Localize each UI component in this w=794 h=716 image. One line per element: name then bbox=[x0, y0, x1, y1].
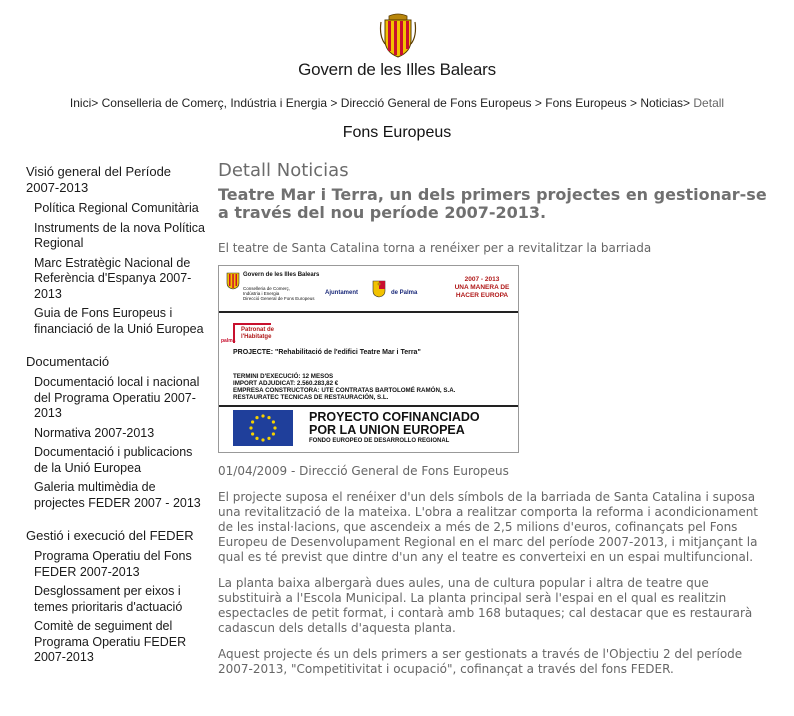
sidebar-group-vision bbox=[26, 164, 206, 337]
sidebar-item-galeria-multimedia[interactable]: Galeria multimèdia de projectes FEDER 2007 - 2013 bbox=[34, 480, 201, 510]
main-content bbox=[218, 160, 774, 677]
government-title: Govern de les Illes Balears bbox=[298, 60, 496, 79]
sign-import: IMPORT ADJUDICAT: 2.560.283,82 € bbox=[233, 380, 339, 387]
sign-projecte: PROJECTE: "Rehabilitació de l'edifici Teatre Mar i Terra" bbox=[233, 349, 421, 356]
palma-small-text: palma bbox=[221, 338, 236, 344]
sidebar-item-publicacions-ue[interactable]: Documentació i publicacions de la Unió Europea bbox=[34, 445, 193, 475]
cofinanciado-line-2: POR LA UNION EUROPEA bbox=[309, 423, 465, 437]
fondo-europeo: FONDO EUROPEO DE DESARROLLO REGIONAL bbox=[309, 438, 450, 444]
breadcrumb-item-inici[interactable]: Inici bbox=[69, 96, 92, 110]
sidebar-group-title: Gestió i execució del FEDER bbox=[26, 528, 194, 543]
news-paragraph: La planta baixa albergarà dues aules, una de cultura popular i altra de teatre que substituirà a l'Escola Municipal. La planta principal serà l'espai en el qual es realitzin espectacles de petit format, i contarà amb 168 butaques; cal destacar que es restaurarà cadascun dels detalls d'aquesta planta. bbox=[218, 576, 753, 635]
news-date-source: 01/04/2009 - Direcció General de Fons Europeus bbox=[218, 464, 509, 478]
sidebar-group-documentacio bbox=[26, 354, 206, 511]
sidebar-group-title: Documentació bbox=[26, 354, 110, 369]
breadcrumb-item-conselleria[interactable]: Conselleria de Comerç, Indústria i Energia bbox=[101, 96, 328, 110]
breadcrumb-current: Detall bbox=[693, 96, 725, 110]
sidebar-item-instruments[interactable]: Instruments de la nova Política Regional bbox=[34, 220, 205, 250]
sign-ajuntament-right: de Palma bbox=[391, 290, 418, 296]
page-title: Detall Noticias bbox=[218, 160, 349, 181]
sidebar-item-programa-operatiu[interactable]: Programa Operatiu del Fons FEDER 2007-2013 bbox=[34, 549, 192, 579]
sidebar-group-title: Visió general del Període 2007-2013 bbox=[26, 164, 172, 195]
sign-slogan-years: 2007 - 2013 bbox=[464, 276, 500, 283]
sign-empresa: EMPRESA CONSTRUCTORA: UTE CONTRATAS BARTOLOMÉ RAMÓN, S.A. bbox=[233, 387, 456, 394]
sidebar-item-comite-seguiment[interactable]: Comitè de seguiment del Programa Operatiu FEDER 2007-2013 bbox=[34, 619, 187, 664]
sidebar-item-documentacio-local[interactable]: Documentació local i nacional del Programa Operatiu 2007-2013 bbox=[34, 375, 200, 420]
sign-empresa-2: RESTAURATEC TECNICAS DE RESTAURACIÓN, S.L. bbox=[233, 394, 389, 401]
sidebar-item-desglossament[interactable]: Desglossament per eixos i temes prioritaris d'actuació bbox=[34, 584, 183, 614]
breadcrumb-item-direccio-general[interactable]: Direcció General de Fons Europeus bbox=[340, 96, 532, 110]
patronat-line-2: l'Habitatge bbox=[241, 334, 272, 340]
sidebar-group-gestio bbox=[26, 528, 206, 666]
sign-termini: TERMINI D'EXECUCIÓ: 12 MESOS bbox=[233, 373, 334, 380]
news-paragraph: Aquest projecte és un dels primers a ser gestionats a través de l'Objectiu 2 del període 2007-2013, "Competitivitat i ocupació", cofinançat a través del fons FEDER. bbox=[218, 647, 743, 676]
news-headline: Teatre Mar i Terra, un dels primers projectes en gestionar-se a través del nou període 2007-2013. bbox=[218, 185, 767, 222]
section-title: Fons Europeus bbox=[342, 124, 452, 141]
sidebar-item-politica-regional[interactable]: Política Regional Comunitària bbox=[34, 201, 199, 215]
sidebar-nav bbox=[26, 164, 206, 666]
site-header bbox=[0, 0, 794, 90]
eu-flag-icon bbox=[233, 410, 293, 446]
news-lead: El teatre de Santa Catalina torna a renéixer per a revitalitzar la barriada bbox=[218, 241, 652, 255]
balearic-coat-of-arms-icon[interactable] bbox=[377, 12, 419, 58]
palma-crest-icon bbox=[372, 280, 386, 298]
breadcrumb-item-noticias[interactable]: Noticias bbox=[640, 96, 684, 110]
news-paragraph: El projecte suposa el renéixer d'un dels símbols de la barriada de Santa Catalina i suposa una revitalització de la mateixa. L'obra a realitzar comporta la reforma i acondicionament de les instal·lacions, que ascendeix a més de 2,5 milions d'euros, cofinançats pel Fons Europeu de Desenvolupament Regional en el marc del període 2007-2013, i mitjançant la qual es té previst que dintre d'un any el teatre es converteixi en un espai multifuncional. bbox=[218, 490, 759, 564]
cofinanciado-line-1: PROYECTO COFINANCIADO bbox=[309, 410, 480, 424]
project-sign-image bbox=[218, 265, 519, 453]
sign-ajuntament-left: Ajuntament bbox=[325, 290, 358, 296]
breadcrumb-item-fons-europeus[interactable]: Fons Europeus bbox=[545, 96, 627, 110]
sign-eu-cofinance bbox=[219, 409, 518, 453]
sidebar-item-normativa[interactable]: Normativa 2007-2013 bbox=[34, 425, 155, 440]
sign-govern-name: Govern de les Illes Balears bbox=[243, 272, 320, 278]
sign-logos-row: Govern de les Illes Balears Conselleria de Comerç, Indústria i Energia Direcció General de Fons Europeus Ajuntament de Palma 2007 - 2013 UNA MANERA DE HACER EUROPA bbox=[219, 266, 518, 313]
sidebar-item-marc-estrategic[interactable]: Marc Estratègic Nacional de Referència d'Espanya 2007-2013 bbox=[34, 255, 192, 301]
breadcrumb: Inici> Conselleria de Comerç, Indústria i Energia > Direcció General de Fons Europeus > Fons Europeus > Noticias> Detall bbox=[69, 96, 725, 110]
sidebar-item-guia-fons[interactable]: Guia de Fons Europeus i financiació de la Unió Europea bbox=[34, 306, 204, 336]
patronat-line-1: Patronat de bbox=[241, 327, 275, 333]
sign-project-details bbox=[219, 315, 518, 407]
govern-crest-icon bbox=[226, 272, 240, 290]
